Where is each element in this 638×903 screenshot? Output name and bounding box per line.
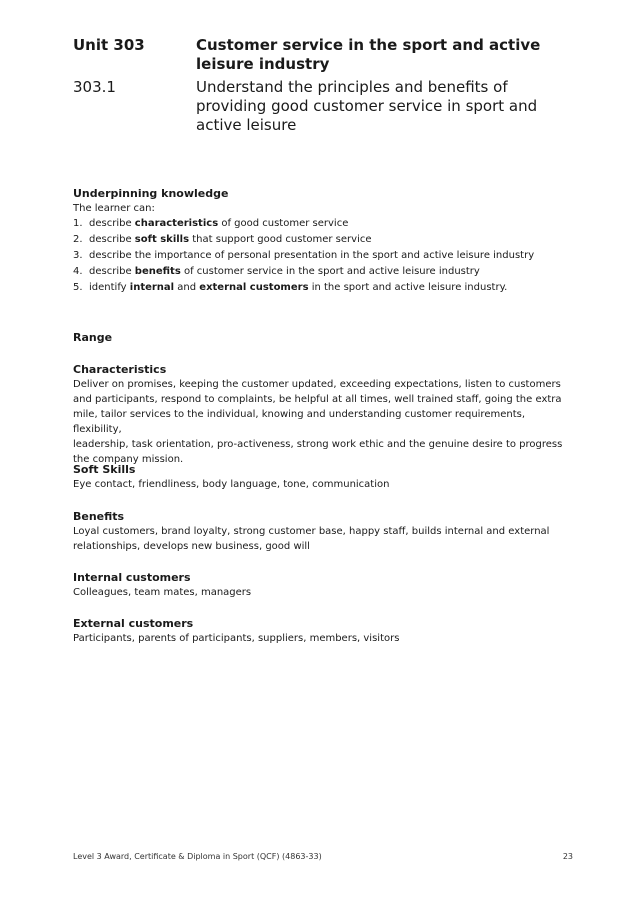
text-line: mile, tailor services to the individual, knowing and understanding customer requirements, flexibility, (73, 409, 526, 435)
characteristics-heading: Characteristics (73, 363, 167, 376)
unit-title: Customer service in the sport and active leisure industry (196, 36, 541, 73)
list-text: describe soft skills that support good customer service (89, 234, 372, 245)
list-item (73, 280, 573, 296)
soft-skills-block (73, 462, 573, 492)
list-item (73, 264, 573, 280)
text-line: leadership, task orientation, pro-activeness, strong work ethic and the genuine desire to progress (73, 439, 563, 450)
list-number: 3. (73, 250, 83, 261)
footer-title: Level 3 Award, Certificate & Diploma in Sport (QCF) (4863-33) (73, 852, 322, 861)
text-line: Loyal customers, brand loyalty, strong customer base, happy staff, builds internal and external (73, 526, 550, 537)
list-text: describe the importance of personal presentation in the sport and active leisure industry (89, 250, 535, 261)
unit-header (73, 36, 576, 74)
list-text: describe benefits of customer service in the sport and active leisure industry (89, 266, 480, 277)
unit-code: Unit 303 (73, 36, 145, 54)
underpinning-knowledge-section (73, 186, 573, 296)
page-footer (73, 852, 573, 862)
outcome-code: 303.1 (73, 78, 116, 96)
range-section (73, 330, 573, 345)
list-item (73, 248, 573, 264)
list-number: 5. (73, 282, 83, 293)
list-item (73, 216, 573, 232)
outcome-title: Understand the principles and benefits of providing good customer service in sport and active leisure (196, 78, 538, 134)
knowledge-list (73, 216, 573, 296)
external-customers-block (73, 616, 573, 646)
outcome-header (73, 78, 576, 135)
text-line: Eye contact, friendliness, body language, tone, communication (73, 479, 390, 490)
text-line: relationships, develops new business, good will (73, 541, 310, 552)
benefits-heading: Benefits (73, 510, 125, 523)
text-line: and participants, respond to complaints, be helpful at all times, well trained staff, going the extra (73, 394, 562, 405)
list-number: 2. (73, 234, 83, 245)
list-item (73, 232, 573, 248)
page-number: 23 (562, 852, 573, 861)
list-text: identify internal and external customers in the sport and active leisure industry. (89, 282, 508, 293)
range-heading: Range (73, 331, 113, 344)
internal-customers-block (73, 570, 573, 600)
soft-skills-heading: Soft Skills (73, 463, 136, 476)
text-line: Deliver on promises, keeping the customer updated, exceeding expectations, listen to customers (73, 379, 561, 390)
list-text: describe characteristics of good customer service (89, 218, 349, 229)
external-customers-heading: External customers (73, 617, 194, 630)
text-line: Colleagues, team mates, managers (73, 587, 252, 598)
text-line: Participants, parents of participants, suppliers, members, visitors (73, 633, 400, 644)
knowledge-intro: The learner can: (73, 203, 155, 214)
benefits-block (73, 509, 573, 554)
document-page (73, 0, 573, 903)
internal-customers-heading: Internal customers (73, 571, 191, 584)
text-line: the company mission. (73, 454, 184, 465)
characteristics-block (73, 362, 573, 467)
list-number: 1. (73, 218, 83, 229)
knowledge-heading: Underpinning knowledge (73, 187, 229, 200)
list-number: 4. (73, 266, 83, 277)
